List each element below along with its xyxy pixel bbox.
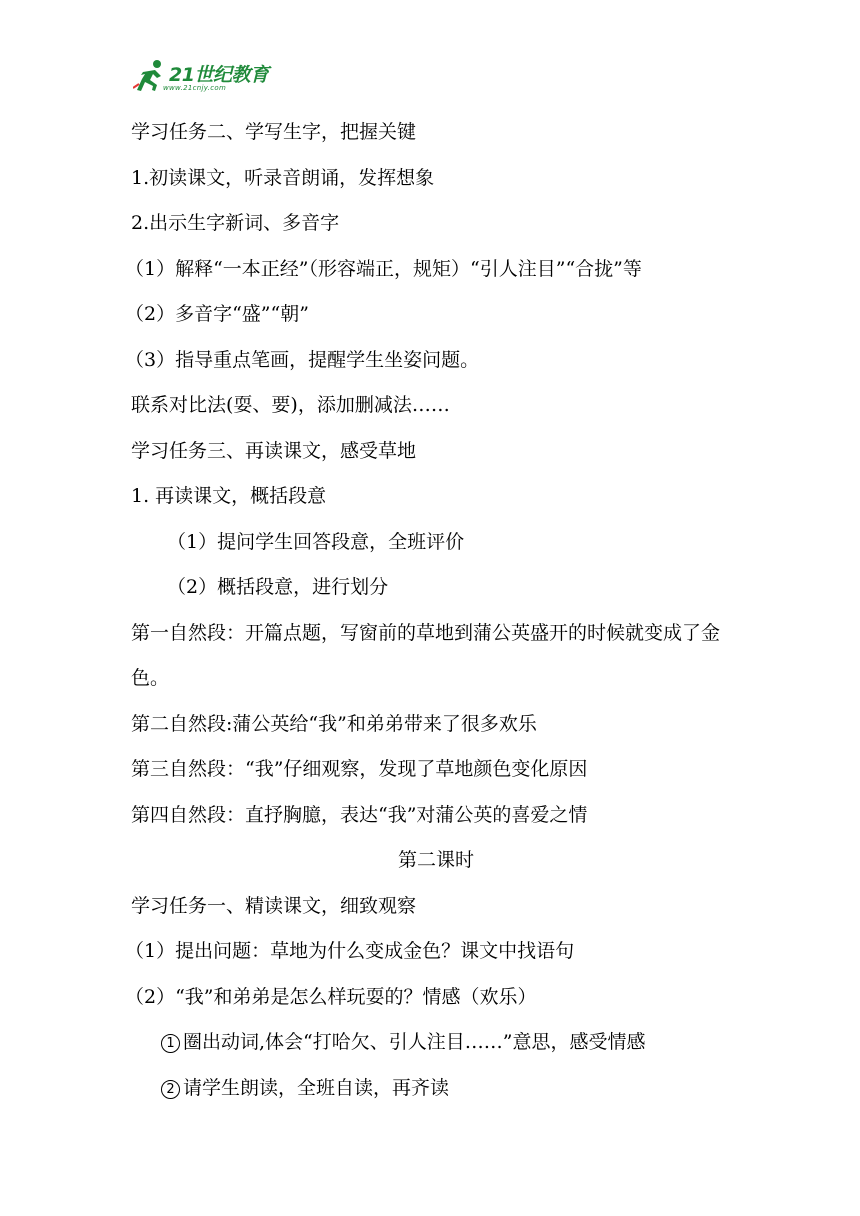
list-item: 1.初读课文，听录音朗诵，发挥想象 [131,166,435,189]
document-body [125,110,741,1111]
logo-url: www.21cnjy.com [163,84,227,92]
list-item: （2）多音字“盛”“朝” [125,303,309,325]
section-heading: 学习任务三、再读课文，感受草地 [131,439,417,462]
paragraph: 联系对比法(耍、要)，添加删减法…… [131,394,450,416]
list-item: 1. 再读课文，概括段意 [131,485,327,507]
paragraph-summary: 第三自然段：“我”仔细观察，发现了草地颜色变化原因 [131,758,588,780]
circled-number: 2 [161,1080,180,1099]
list-item-text: 请学生朗读，全班自读，再齐读 [183,1076,450,1099]
lesson-title: 第二课时 [397,849,474,871]
list-item: （2）“我”和弟弟是怎么样玩耍的？情感（欢乐） [125,985,537,1008]
section-heading: 学习任务一、精读课文，细致观察 [131,894,417,917]
circled-number: 1 [161,1034,180,1053]
paragraph-summary: 第二自然段:蒲公英给“我”和弟弟带来了很多欢乐 [131,712,537,735]
list-item-text: 圈出动词,体会“打哈欠、引人注目……”意思，感受情感 [183,1031,646,1053]
list-item: （3）指导重点笔画，提醒学生坐姿问题。 [125,348,480,371]
list-item [131,1020,741,1066]
list-item [131,1066,741,1112]
list-item: （1）提出问题：草地为什么变成金色？课文中找语句 [125,940,575,962]
section-heading: 学习任务二、学写生字，把握关键 [131,121,417,143]
list-item: 2.出示生字新词、多音字 [131,212,340,234]
list-item: （1）解释“一本正经”（形容端正，规矩）“引人注目”“合拢”等 [125,257,642,280]
logo-brand-name: 21世纪教育 [169,64,269,86]
logo [133,58,269,98]
paragraph-summary: 第四自然段：直抒胸臆，表达“我”对蒲公英的喜爱之情 [131,803,588,826]
list-item: （2）概括段意，进行划分 [167,576,389,598]
list-item: （1）提问学生回答段意，全班评价 [167,530,465,553]
paragraph-summary: 第一自然段：开篇点题，写窗前的草地到蒲公英盛开的时候就变成了金色。 [131,621,721,689]
